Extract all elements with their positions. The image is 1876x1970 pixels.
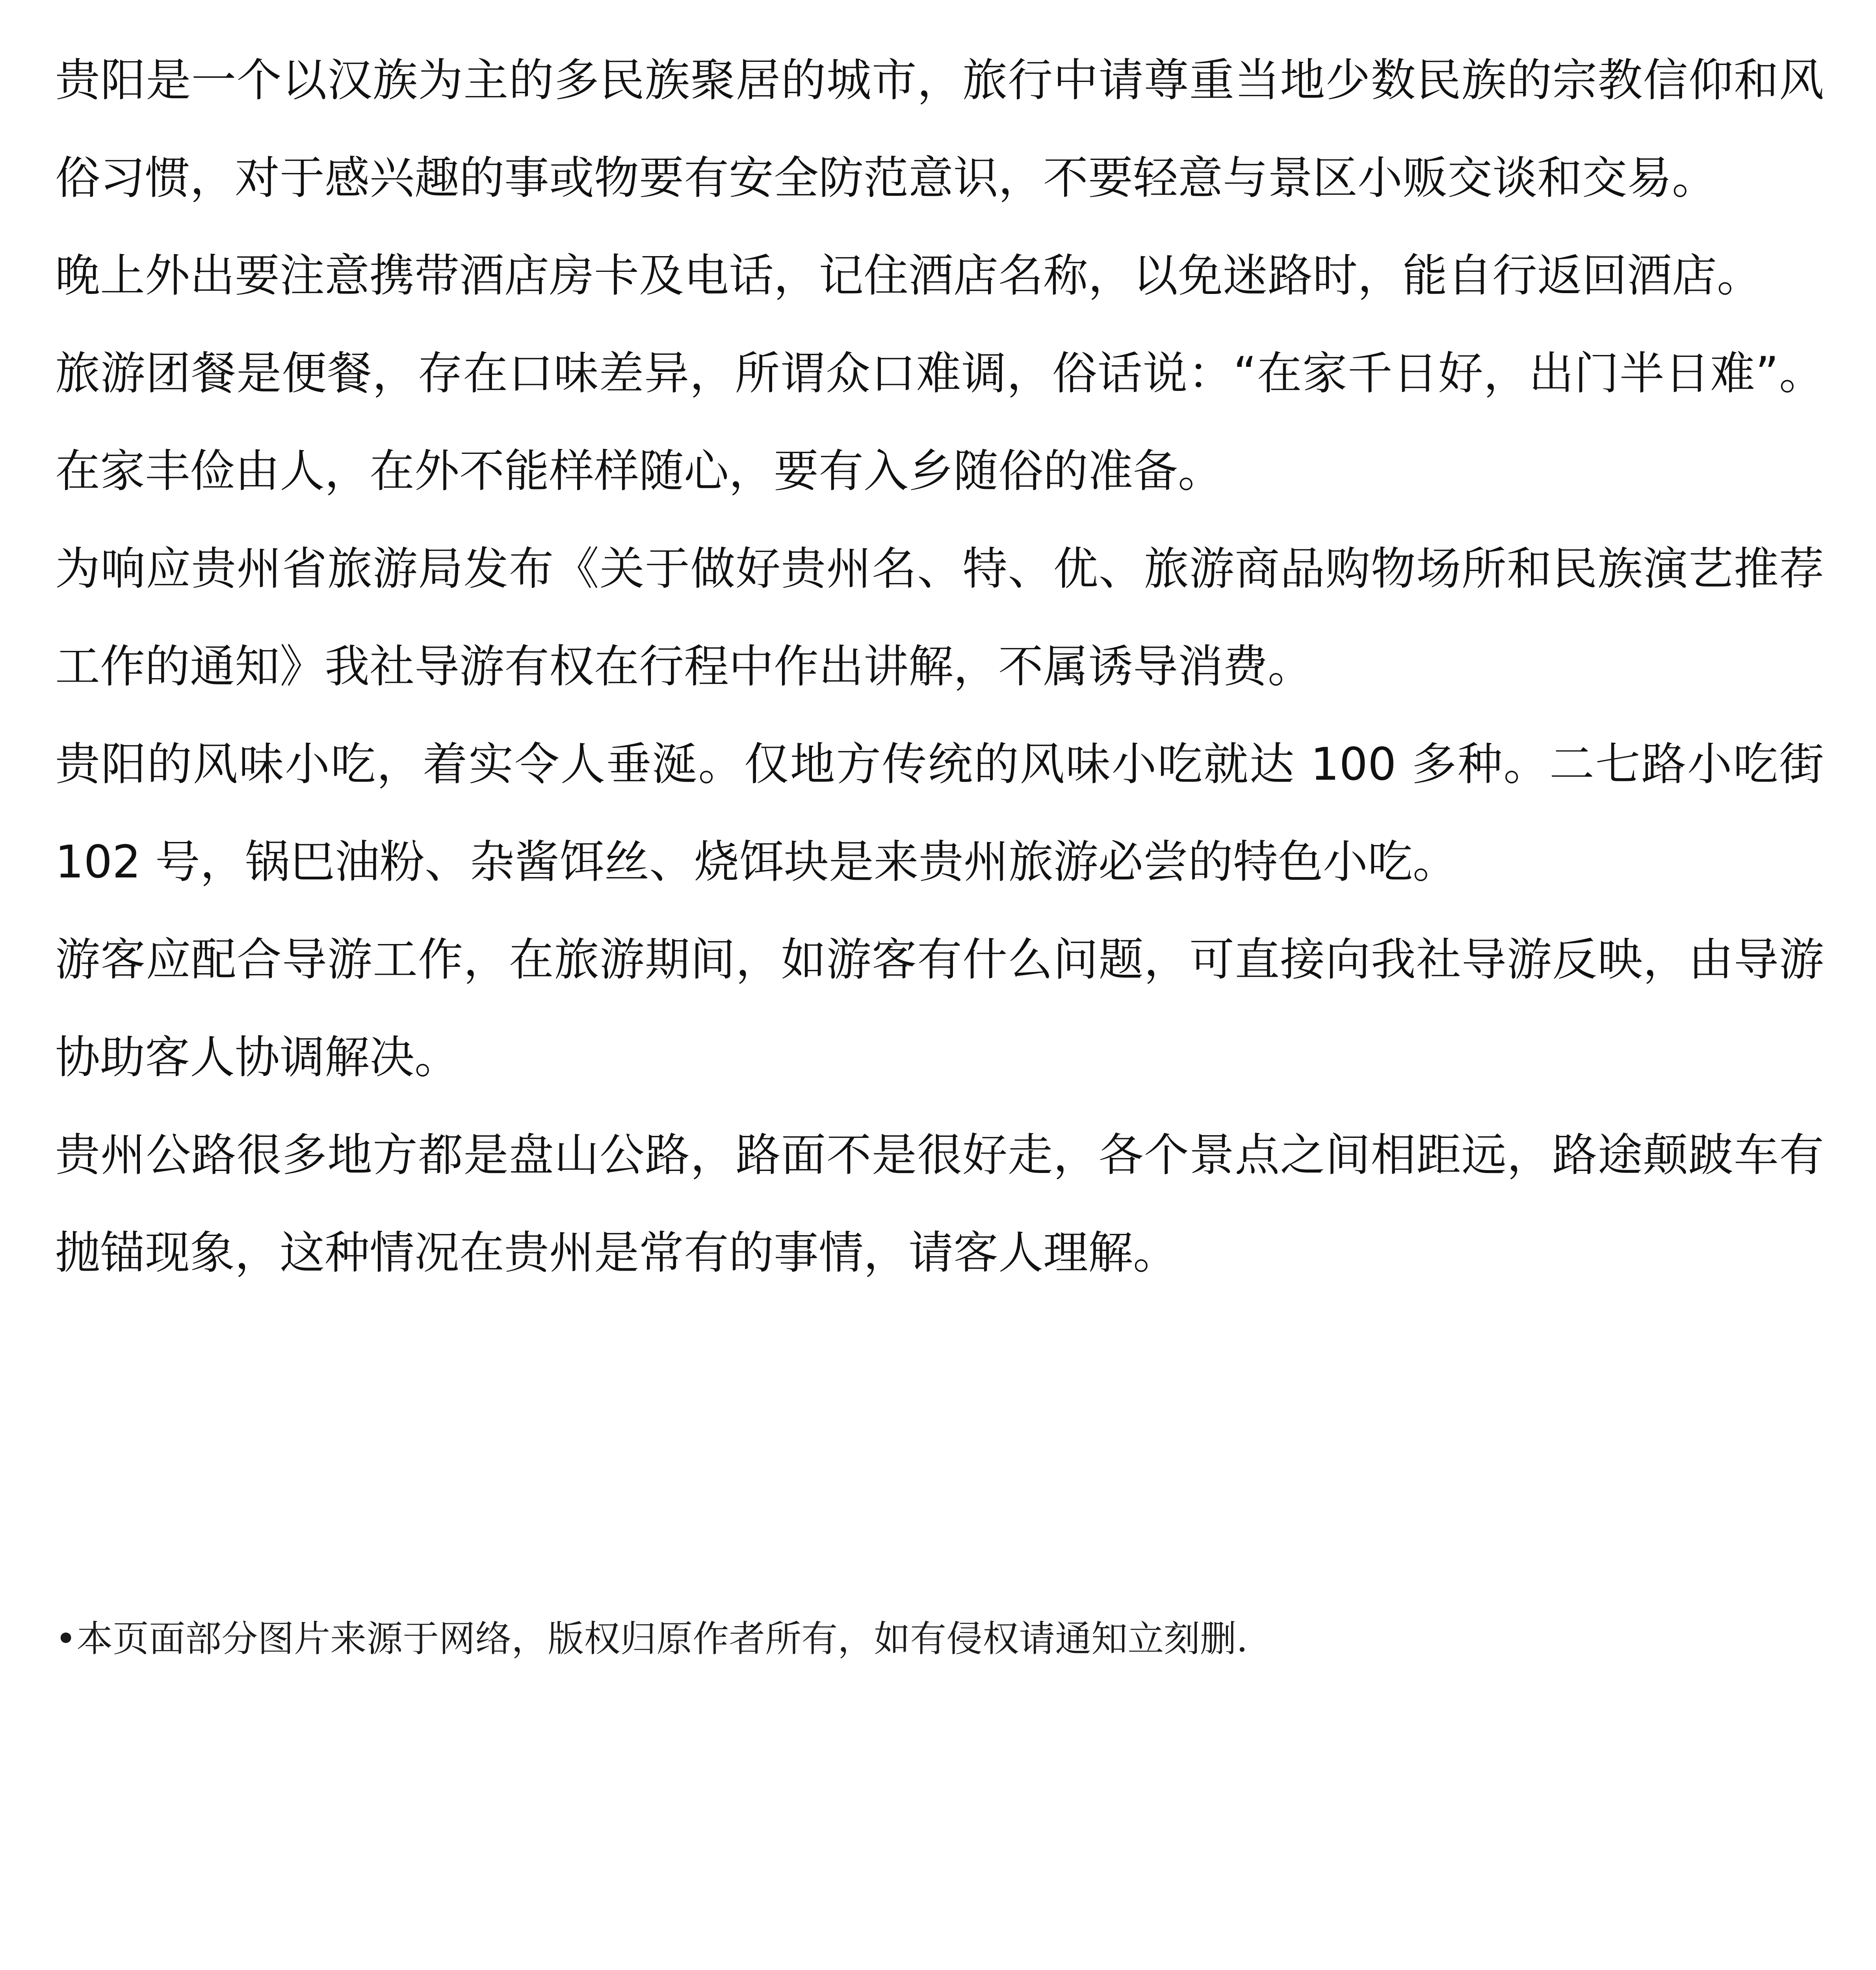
paragraph-night-outing: 晚上外出要注意携带酒店房卡及电话，记住酒店名称，以免迷路时，能自行返回酒店。: [55, 249, 1762, 302]
paragraph-cooperate-with-guide: 游客应配合导游工作，在旅游期间，如游客有什么问题，可直接向我社导游反映，由导游协助客人协调解决。: [55, 933, 1824, 1084]
paragraph-group-meals: 旅游团餐是便餐，存在口味差异，所谓众口难调，俗话说：“在家千日好，出门半日难”。在家丰俭由人，在外不能样样随心，要有入乡随俗的准备。: [55, 347, 1824, 497]
paragraph-guide-explanation: 为响应贵州省旅游局发布《关于做好贵州名、特、优、旅游商品购物场所和民族演艺推荐工作的通知》我社导游有权在行程中作出讲解，不属诱导消费。: [55, 543, 1824, 693]
paragraph-local-snacks: 贵阳的风味小吃，着实令人垂涎。仅地方传统的风味小吃就达 100 多种。二七路小吃街 102 号，锅巴油粉、杂酱饵丝、烧饵块是来贵州旅游必尝的特色小吃。: [55, 738, 1824, 888]
travel-notes-body: [55, 32, 1824, 1302]
paragraph-mountain-roads: 贵州公路很多地方都是盘山公路，路面不是很好走，各个景点之间相距远，路途颠跛车有抛锚现象，这种情况在贵州是常有的事情，请客人理解。: [55, 1129, 1824, 1279]
copyright-footnote: •本页面部分图片来源于网络，版权归原作者所有，如有侵权请通知立刻删.: [55, 1618, 1248, 1660]
paragraph-customs: 贵阳是一个以汉族为主的多民族聚居的城市，旅行中请尊重当地少数民族的宗教信仰和风俗习惯，对于感兴趣的事或物要有安全防范意识，不要轻意与景区小贩交谈和交易。: [55, 54, 1824, 204]
